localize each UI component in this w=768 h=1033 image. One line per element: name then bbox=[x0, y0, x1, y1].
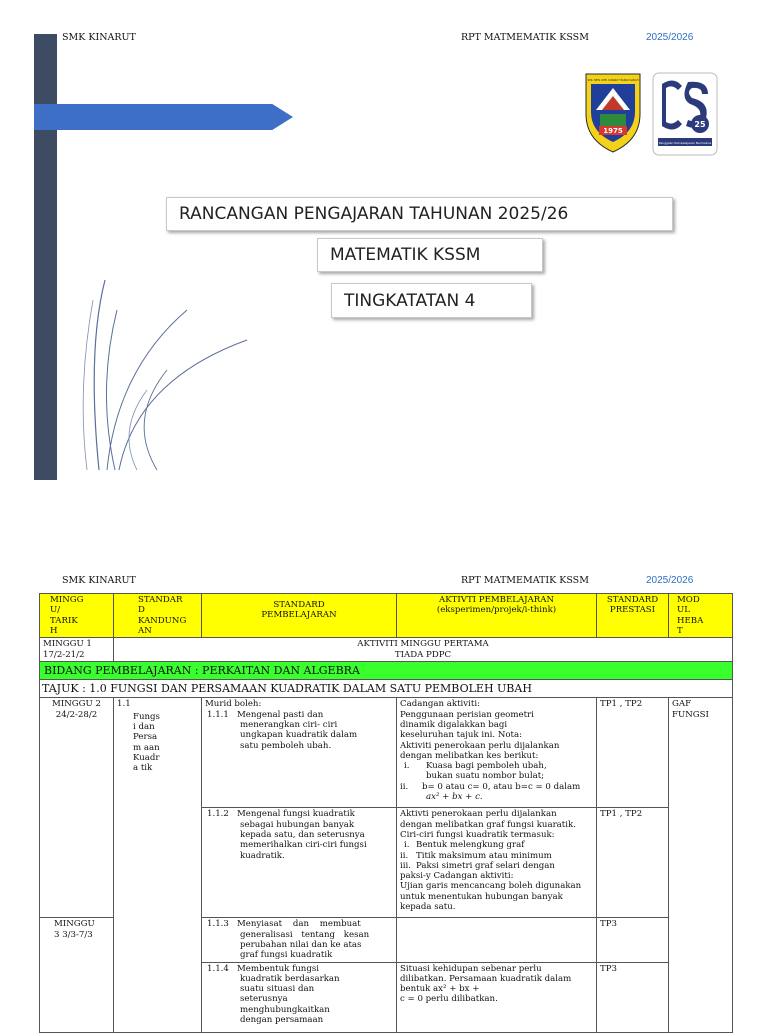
form-title-box bbox=[331, 283, 532, 318]
subject-title-box bbox=[317, 238, 543, 272]
plan-title-box bbox=[166, 197, 673, 231]
standard-pembelajaran-1-1-2: 1.1.2 Mengenal fungsi kuadratik sebagai hubungan banyak kepada satu, dan seterusnya memerihalkan ciri-ciri fungsi kuadratik. bbox=[202, 808, 397, 918]
col-minggu-header: MINGG U/ TARIK H bbox=[40, 594, 114, 638]
modul-cell: GAF FUNGSI bbox=[669, 698, 733, 1032]
rpt-table bbox=[39, 593, 733, 1033]
prestasi-1-1-4: TP3 bbox=[597, 962, 669, 1032]
col-standard-pembelajaran-header: STANDARD PEMBELAJARAN bbox=[202, 594, 397, 638]
page1-school-name: SMK KINARUT bbox=[62, 32, 136, 43]
week3-cell: MINGGU 3 3/3-7/3 bbox=[40, 918, 114, 1032]
ppd-caption-text: Panggilan Pembelajaran Bermakna bbox=[658, 141, 712, 145]
table-header-row bbox=[40, 594, 733, 638]
standard-pembelajaran-1-1-3: 1.1.3 Menyiasat dan membuat generalisasi tentang kesan perubahan nilai dan ke atas graf fungsi kuadratik bbox=[202, 918, 397, 962]
bidang-pembelajaran: BIDANG PEMBELAJARAN : PERKAITAN DAN ALGEBRA bbox=[40, 661, 733, 679]
aktiviti-1-1-3 bbox=[397, 918, 597, 962]
col-standard-kandungan-header: STANDAR D KANDUNG AN bbox=[114, 594, 202, 638]
table-row bbox=[40, 698, 733, 808]
subject-title: MATEMATIK KSSM bbox=[330, 245, 481, 265]
standard-pembelajaran-1-1-4: 1.1.4 Membentuk fungsi kuadratik berdasarkan suatu situasi dan seterusnya menghubungkaitkan dengan persamaan bbox=[202, 962, 397, 1032]
form-title: TINGKATATAN 4 bbox=[344, 290, 476, 311]
col-modul-header: MOD UL HEBA T bbox=[669, 594, 733, 638]
col-aktiviti-header: AKTIVTI PEMBELAJARAN (eksperimen/projek/i-think) bbox=[397, 594, 597, 638]
ppd-logo bbox=[652, 72, 718, 156]
prestasi-1-1-3: TP3 bbox=[597, 918, 669, 962]
page1-year: 2025/2026 bbox=[646, 32, 694, 43]
aktiviti-1-1-4: Situasi kehidupan sebenar perlu dilibatkan. Persamaan kuadratik dalam bentuk ax² + bx + c = 0 perlu dilibatkan. bbox=[397, 962, 597, 1032]
crest-year-text: 1975 bbox=[603, 127, 623, 135]
school-crest-logo bbox=[582, 70, 644, 156]
decorative-vertical-bar bbox=[34, 34, 57, 480]
aktiviti-1-1-2: Aktivti penerokaan perlu dijalankan dengan melibatkan graf fungsi kuaratik. Ciri-ciri fungsi kuadratik termasuk: i. Bentuk melengkung graf ii. Titik maksimum atau minimum iii. Paksi simetri graf selari dengan paksi-y Cadangan aktiviti: Ujian garis mencancang boleh digunakan untuk menentukan hubungan banyak kepada satu. bbox=[397, 808, 597, 918]
week1-cell: MINGGU 1 17/2-21/2 bbox=[40, 638, 114, 662]
col-prestasi-header: STANDARD PRESTASI bbox=[597, 594, 669, 638]
page1-subject-header: RPT MATMEMATIK KSSM bbox=[461, 32, 589, 43]
standard-pembelajaran-1-1-1: Murid boleh: 1.1.1 Mengenal pasti dan menerangkan ciri- ciri ungkapan kuadratik dalam satu pemboleh ubah. bbox=[202, 698, 397, 808]
prestasi-1-1-2: TP1 , TP2 bbox=[597, 808, 669, 918]
table-row-week1 bbox=[40, 638, 733, 662]
tajuk-row bbox=[40, 680, 733, 698]
week1-activity: AKTIVITI MINGGU PERTAMA TIADA PDPC bbox=[114, 638, 733, 662]
standard-kandungan-cell: 1.1 Fungs i dan Persa m aan Kuadr a tik bbox=[114, 698, 202, 1032]
page2-year: 2025/2026 bbox=[646, 575, 694, 586]
decorative-curves bbox=[57, 270, 257, 472]
tajuk-title: TAJUK : 1.0 FUNGSI DAN PERSAMAAN KUADRATIK DALAM SATU PEMBOLEH UBAH bbox=[40, 680, 733, 698]
prestasi-1-1-1: TP1 , TP2 bbox=[597, 698, 669, 808]
page2-school-name: SMK KINARUT bbox=[62, 575, 136, 586]
aktiviti-1-1-1: Cadangan aktiviti: Penggunaan perisian geometri dinamik digalakkan bagi keseluruhan tajuk ini. Nota: Aktiviti penerokaan perlu dijalankan dengan melibatkan kes berikut: i. Kuasa bagi pemboleh ubah, bukan suatu nombor bulat; ii. b= 0 atau c= 0, atau b=c = 0 dalam ax² + bx + c. bbox=[397, 698, 597, 808]
bidang-row bbox=[40, 661, 733, 679]
page2-subject-header: RPT MATMEMATIK KSSM bbox=[461, 575, 589, 586]
crest-caption-text: SEK. MEN. KEB. KINARUT PAPAR SABAH bbox=[587, 79, 639, 82]
ppd-number-text: 25 bbox=[694, 120, 706, 129]
decorative-arrow-banner bbox=[34, 104, 293, 130]
week2-cell: MINGGU 2 24/2-28/2 bbox=[40, 698, 114, 918]
plan-title: RANCANGAN PENGAJARAN TAHUNAN 2025/26 bbox=[179, 204, 569, 224]
